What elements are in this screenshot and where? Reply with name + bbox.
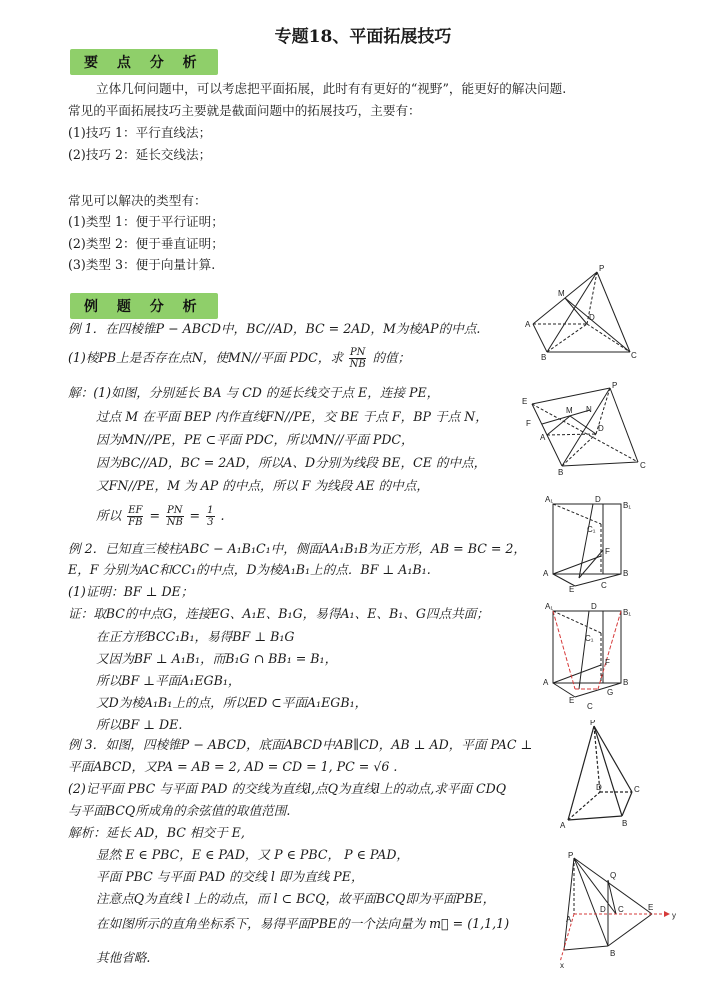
ex3-solution-1: 解析：延长 AD，BC 相交于 E, [68,825,245,840]
equals: = [149,508,161,523]
ex2-proof-1: 证：取BC的中点G，连接EG、A₁E、B₁G，易得A₁、E、B₁、G四点共面； [68,606,489,621]
frac-den: 3 [207,517,214,528]
fig3-label-c: C [601,581,607,590]
fig4-label-f: F [605,658,610,667]
fig6-label-x: x [560,961,564,970]
fig6-label-d: D [600,905,606,914]
frac-num: EF [128,505,143,516]
fig5-label-d: D [596,783,602,792]
figure-pyramid-1 [525,262,650,362]
ex3-solution-6: 其他省略. [96,950,151,965]
figure-coordinate-pyramid [560,850,680,970]
ex2-proof-5: 又D为棱A₁B₁上的点，所以ED ⊂平面A₁EGB₁， [96,695,368,710]
ex1-question-tail: 的值； [372,350,411,365]
fig2-label-p: P [612,382,618,390]
fig2-label-d: D [598,424,604,433]
fig3-label-b: B [623,569,629,578]
fig1-label-m: M [558,289,565,298]
technique-2: (2)技巧 2：延长交线法； [68,147,212,162]
ex3-solution-4: 注意点Q为直线 l 上的动点，而 l ⊂ BCQ，故平面BCQ即为平面PBE， [96,891,496,906]
technique-1: (1)技巧 1：平行直线法； [68,125,212,140]
figure-pyramid-3 [560,720,650,840]
ex1-solution-4: 因为BC//AD，BC = 2AD，所以A、D分别为线段 BE，CE 的中点， [96,455,487,470]
types-heading: 常见可以解决的类型有： [68,193,207,208]
type-1: (1)类型 1：便于平行证明； [68,214,224,229]
fig1-label-b: B [541,353,547,362]
fig4-label-c: C [587,702,593,711]
type-2: (2)类型 2：便于垂直证明； [68,236,224,251]
fig5-label-a: A [560,821,566,830]
fig2-label-a: A [540,433,546,442]
frac-ef-fb [127,505,143,528]
fig1-label-c: C [631,351,637,360]
ex3-question-2: 与平面BCQ所成角的余弦值的取值范围. [68,803,291,818]
figure-prism-2 [543,603,638,713]
fig3-label-a: A [543,569,549,578]
fig5-label-b: B [622,819,628,828]
ex1-question-fraction [349,347,366,370]
fig4-label-a1: A₁ [545,603,554,611]
fig1-label-d: D [589,313,595,322]
fig2-label-b: B [558,468,564,477]
ex2-statement-1: 例 2．已知直三棱柱ABC − A₁B₁C₁中，侧面AA₁B₁B为正方形，AB = BC = 2， [68,541,527,556]
fig4-label-g: G [607,688,614,697]
fig2-label-c: C [640,461,646,470]
fig6-label-y: y [672,911,676,920]
page-title: 专题18、平面拓展技巧 [274,27,452,47]
figure-prism-1 [543,496,638,594]
ex1-solution-5: 又FN//PE，M 为 AP 的中点，所以 F 为线段 AE 的中点， [96,478,429,493]
ex1-statement: 例 1．在四棱锥P − ABCD中，BC//AD，BC = 2AD，M为棱AP的中点. [68,321,481,336]
ex1-solution-6 [96,505,225,528]
fig1-label-a: A [525,320,531,329]
ex3-statement-2: 平面ABCD，又PA = AB = 2, AD = CD = 1, PC = √6 . [68,759,398,774]
fig5-label-c: C [634,785,640,794]
fig4-label-e: E [569,696,575,705]
ex1-solution-3: 因为MN//PE，PE ⊂平面 PDC，所以MN//平面 PDC， [96,432,414,447]
frac-one-third [206,505,214,528]
ex2-proof-4: 所以BF ⊥平面A₁EGB₁， [96,673,241,688]
fig1-label-p: P [599,264,605,273]
fig4-label-c1: C₁ [585,634,594,643]
frac-den: NB [166,517,183,528]
fig3-label-a1: A₁ [545,496,554,504]
fig4-label-b: B [623,678,629,687]
intro-line-1: 立体几何问题中，可以考虑把平面拓展，此时有有更好的“视野”，能更好的解决问题. [96,81,567,96]
period: . [220,508,225,523]
fig3-label-f: F [605,547,610,556]
frac-den: FB [128,517,143,528]
frac-pn-nb [166,505,183,528]
section-tag-key-points: 要 点 分 析 [70,49,218,75]
fig6-label-q: Q [610,871,617,880]
fig2-label-f: F [526,419,531,428]
fig3-label-b1: B₁ [623,501,632,510]
x-axis-arrow-icon [664,911,670,917]
ex1-solution-1: 解：(1)如图，分别延长 BA 与 CD 的延长线交于点 E，连接 PE， [68,385,440,400]
ex3-solution-3: 平面 PBC 与平面 PAD 的交线 l 即为直线 PE， [96,869,364,884]
fig4-label-b1: B₁ [623,608,632,617]
ex2-proof-2: 在正方形BCC₁B₁，易得BF ⊥ B₁G [96,629,295,644]
fig6-label-p: P [568,851,574,860]
section-tag-examples: 例 题 分 析 [70,293,218,319]
fig2-label-n: N [586,405,592,414]
ex3-statement-1: 例 3．如图，四棱锥P − ABCD，底面ABCD中AB∥CD，AB ⊥ AD，平面 PAC ⊥ [68,737,533,752]
figure-pyramid-2 [520,382,650,477]
ex1-solution-2: 过点 M 在平面 BEP 内作直线FN//PE，交 BE 于点 F，BP 于点 N， [96,409,488,424]
frac-num: PN [349,347,366,358]
fig6-label-c: C [618,905,624,914]
ex3-question-1: (2)记平面 PBC 与平面 PAD 的交线为直线l,点Q为直线l上的动点,求平面 CDQ [68,781,507,796]
ex2-question: (1)证明：BF ⊥ DE； [68,584,194,599]
ex1-question [68,347,410,370]
fig6-label-e: E [648,903,654,912]
ex2-proof-3: 又因为BF ⊥ A₁B₁，而B₁G ∩ BB₁ = B₁， [96,651,338,666]
ex1-question-text: (1)棱PB上是否存在点N，使MN//平面 PDC，求 [68,350,343,365]
ex2-statement-2: E，F 分别为AC和CC₁的中点，D为棱A₁B₁上的点．BF ⊥ A₁B₁. [68,562,431,577]
frac-num: PN [167,505,183,516]
intro-line-2: 常见的平面拓展技巧主要就是截面问题中的拓展技巧，主要有： [68,103,421,118]
equals: = [189,508,201,523]
type-3: (3)类型 3：便于向量计算. [68,257,216,272]
fig6-label-a: A [566,915,572,924]
fig3-label-c1: C₁ [587,525,596,534]
fig4-label-a: A [543,678,549,687]
fig2-label-e: E [522,397,528,406]
fig6-label-b: B [610,949,616,958]
frac-num: 1 [207,505,214,516]
ex3-solution-2: 显然 E ∈ PBC，E ∈ PAD，又 P ∈ PBC， P ∈ PAD， [96,847,410,862]
ex2-proof-6: 所以BF ⊥ DE. [96,717,183,732]
frac-den: NB [349,359,366,370]
fig3-label-d: D [595,496,601,504]
fig4-label-d: D [591,603,597,611]
fig5-label-p: P [590,720,596,727]
fig3-label-e: E [569,585,575,594]
ex3-solution-5: 在如图所示的直角坐标系下，易得平面PBE的一个法向量为 m⃗ = (1,1,1) [96,916,510,931]
fig2-label-m: M [566,406,573,415]
s6-text: 所以 [96,508,122,523]
